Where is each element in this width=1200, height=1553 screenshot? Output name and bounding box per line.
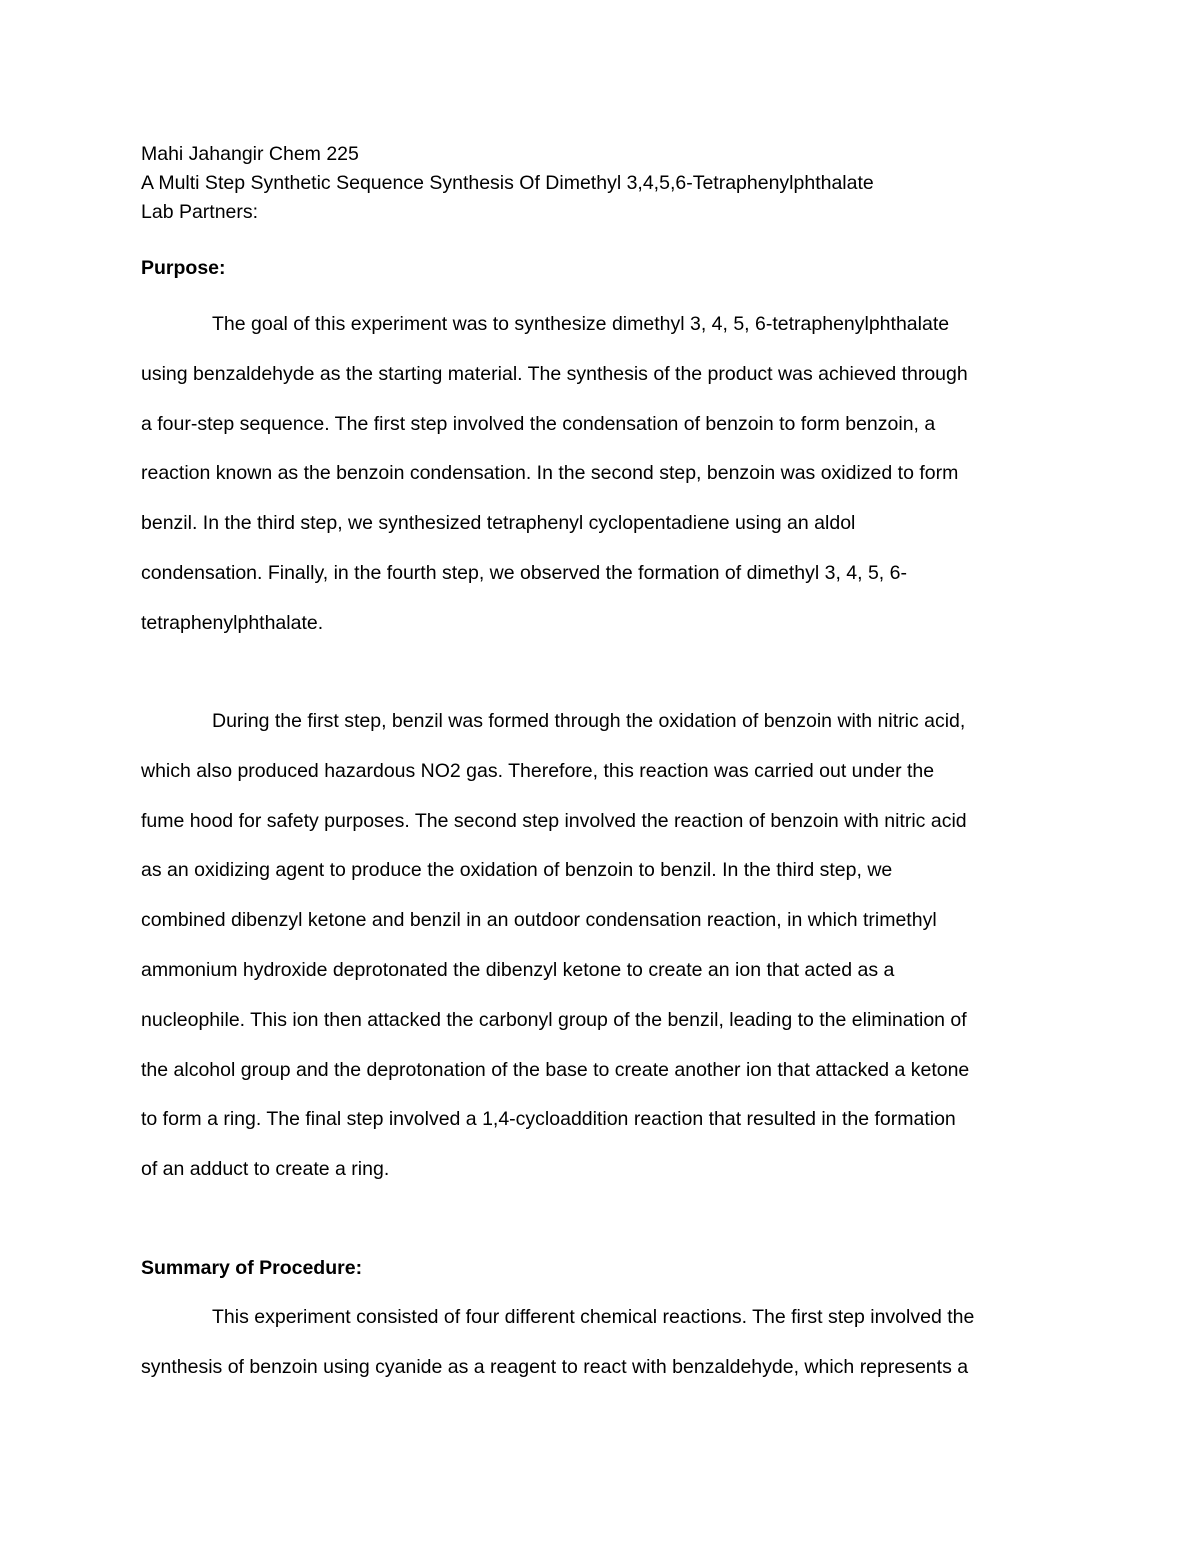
paragraph-line: reaction known as the benzoin condensation. In the second step, benzoin was oxidized to form (141, 462, 959, 485)
author-course-line: Mahi Jahangir Chem 225 (141, 143, 359, 165)
paragraph-line: synthesis of benzoin using cyanide as a reagent to react with benzaldehyde, which represents a (141, 1355, 969, 1378)
document-header (141, 140, 1101, 227)
paragraph-line: as an oxidizing agent to produce the oxidation of benzoin to benzil. In the third step, we (141, 859, 893, 882)
paragraph-line: combined dibenzyl ketone and benzil in an outdoor condensation reaction, in which trimethyl (141, 909, 937, 932)
lab-partners-line: Lab Partners: (141, 201, 259, 223)
paragraph-line: to form a ring. The final step involved a 1,4-cycloaddition reaction that resulted in the formation (141, 1108, 956, 1131)
paragraph-line: using benzaldehyde as the starting material. The synthesis of the product was achieved through (141, 362, 968, 385)
purpose-heading: Purpose: (141, 257, 226, 279)
document-title: A Multi Step Synthetic Sequence Synthesis Of Dimethyl 3,4,5,6-Tetraphenylphthalate (141, 172, 874, 194)
paragraph-line: During the first step, benzil was formed through the oxidation of benzoin with nitric acid, (212, 710, 966, 732)
paragraph-line: The goal of this experiment was to synthesize dimethyl 3, 4, 5, 6-tetraphenylphthalate (212, 313, 950, 335)
paragraph-line: ammonium hydroxide deprotonated the dibenzyl ketone to create an ion that acted as a (141, 958, 895, 981)
paragraph-line: tetraphenylphthalate. (141, 611, 324, 634)
summary-paragraph-1 (141, 1293, 1101, 1393)
purpose-paragraph-1 (141, 300, 1101, 649)
paragraph-line: This experiment consisted of four different chemical reactions. The first step involved the (212, 1306, 975, 1328)
paragraph-line: fume hood for safety purposes. The second step involved the reaction of benzoin with nitric acid (141, 809, 967, 832)
paragraph-line: of an adduct to create a ring. (141, 1158, 390, 1181)
paragraph-line: nucleophile. This ion then attacked the carbonyl group of the benzil, leading to the elimination of (141, 1008, 967, 1031)
paragraph-line: benzil. In the third step, we synthesized tetraphenyl cyclopentadiene using an aldol (141, 512, 856, 535)
paragraph-line: condensation. Finally, in the fourth step, we observed the formation of dimethyl 3, 4, 5, 6- (141, 561, 907, 584)
paragraph-line: a four-step sequence. The first step involved the condensation of benzoin to form benzoin, a (141, 412, 936, 435)
purpose-paragraph-2 (141, 697, 1101, 1195)
summary-heading: Summary of Procedure: (141, 1257, 363, 1279)
paragraph-line: which also produced hazardous NO2 gas. Therefore, this reaction was carried out under the (141, 759, 935, 782)
paragraph-line: the alcohol group and the deprotonation of the base to create another ion that attacked a ketone (141, 1058, 970, 1081)
